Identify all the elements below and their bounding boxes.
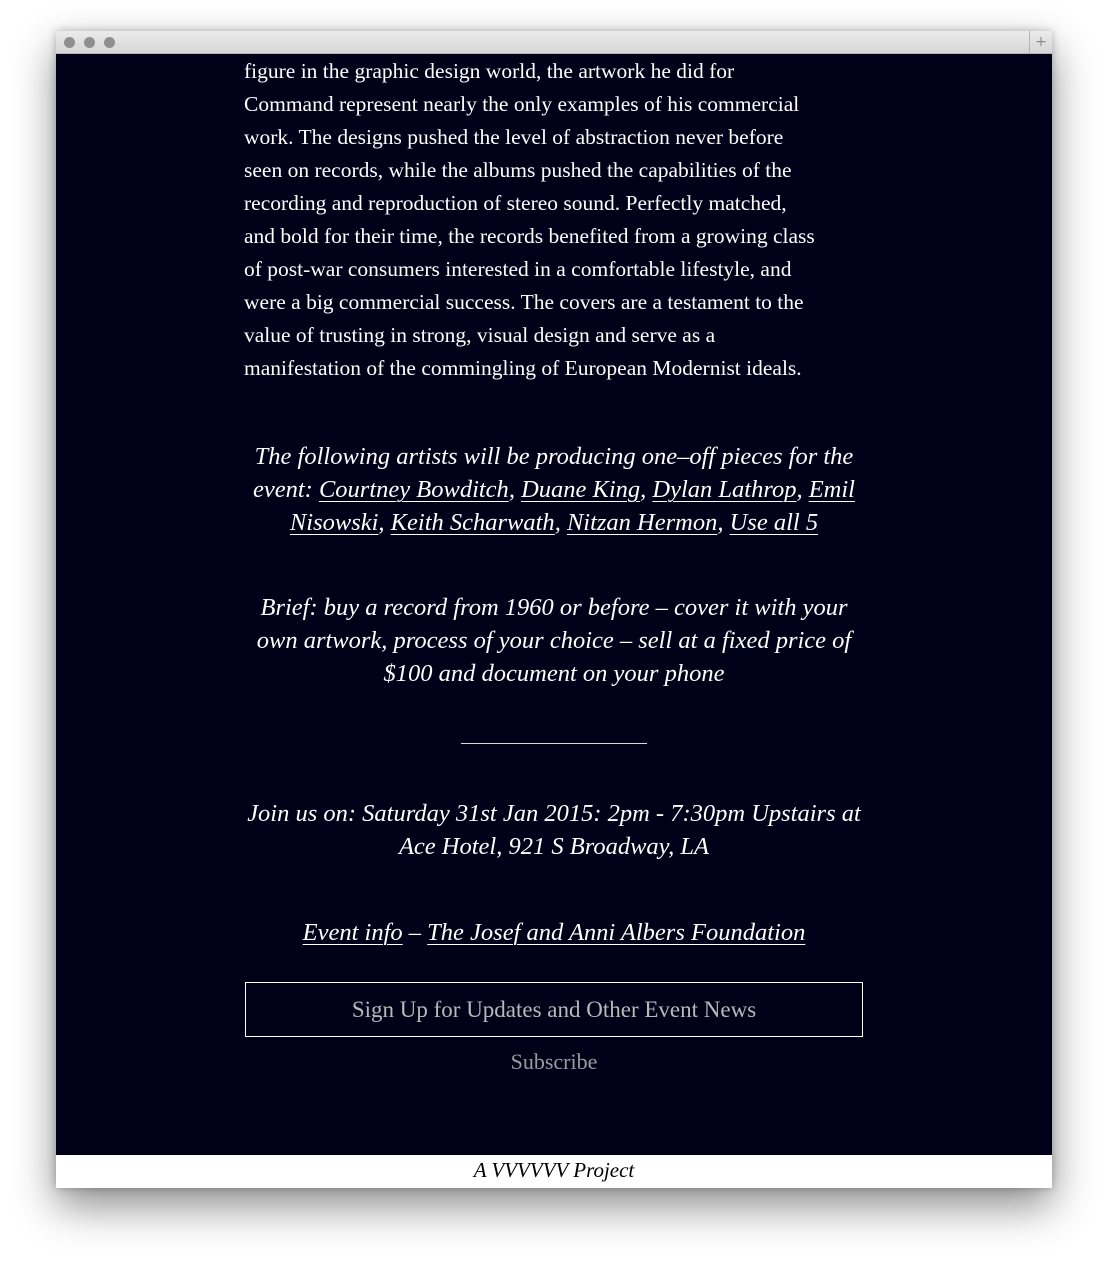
event-info-link[interactable]: Event info <box>302 919 403 946</box>
artist-link-courtney-bowditch[interactable]: Courtney Bowditch <box>318 476 509 503</box>
artist-link-keith-scharwath[interactable]: Keith Scharwath <box>390 509 555 536</box>
intro-line: seen on records, while the albums pushed the capabilities of the <box>244 158 792 182</box>
intro-line: were a big commercial success. The covers are a testament to the <box>244 290 804 314</box>
artists-paragraph <box>244 440 864 539</box>
minimize-window-button[interactable] <box>84 37 95 48</box>
artist-link-nitzan-hermon[interactable]: Nitzan Hermon <box>566 509 718 536</box>
event-details: Join us on: Saturday 31st Jan 2015: 2pm - 7:30pm Upstairs at Ace Hotel, 921 S Broadway, LA <box>247 800 861 860</box>
artist-link-emil-nisowski[interactable]: Emil Nisowski <box>289 476 855 536</box>
event-links <box>244 916 864 949</box>
intro-paragraph <box>244 54 864 385</box>
intro-line: value of trusting in strong, visual design and serve as a <box>244 323 716 347</box>
artists-lead: The following artists will be producing one–off pieces for the event: <box>252 443 854 503</box>
intro-line: Command represent nearly the only examples of his commercial <box>244 92 800 116</box>
intro-line: work. The designs pushed the level of abstraction never before <box>244 125 784 149</box>
separator: , <box>554 509 567 536</box>
subscribe-button[interactable]: Subscribe <box>510 1049 598 1074</box>
dash-separator: – <box>402 919 428 946</box>
browser-window <box>56 31 1052 1188</box>
section-divider <box>461 743 647 744</box>
close-window-button[interactable] <box>64 37 75 48</box>
artist-link-dylan-lathrop[interactable]: Dylan Lathrop <box>652 476 797 503</box>
separator: , <box>717 509 730 536</box>
zoom-window-button[interactable] <box>104 37 115 48</box>
intro-line: figure in the graphic design world, the artwork he did for <box>244 59 735 83</box>
page-content <box>244 54 864 1075</box>
new-tab-button[interactable]: + <box>1029 31 1052 53</box>
window-titlebar <box>56 31 1052 54</box>
separator: , <box>508 476 522 503</box>
intro-line: recording and reproduction of stereo sound. Perfectly matched, <box>244 191 787 215</box>
intro-line: manifestation of the commingling of European Modernist ideals. <box>244 356 802 380</box>
intro-line: of post-war consumers interested in a comfortable lifestyle, and <box>244 257 792 281</box>
albers-foundation-link[interactable]: The Josef and Anni Albers Foundation <box>427 919 806 946</box>
artist-link-duane-king[interactable]: Duane King <box>521 476 641 503</box>
intro-line: and bold for their time, the records benefited from a growing class <box>244 224 815 248</box>
footer-credit: A VVVVVV Project <box>56 1155 1052 1188</box>
artist-link-use-all-5[interactable]: Use all 5 <box>729 509 819 536</box>
separator: , <box>640 476 653 503</box>
brief-paragraph: Brief: buy a record from 1960 or before – cover it with your own artwork, process of your choice – sell at a fixed price of $100 and document on your phone <box>256 594 852 687</box>
separator: , <box>378 509 391 536</box>
separator: , <box>796 476 809 503</box>
signup-email-field[interactable]: Sign Up for Updates and Other Event News <box>245 982 863 1037</box>
